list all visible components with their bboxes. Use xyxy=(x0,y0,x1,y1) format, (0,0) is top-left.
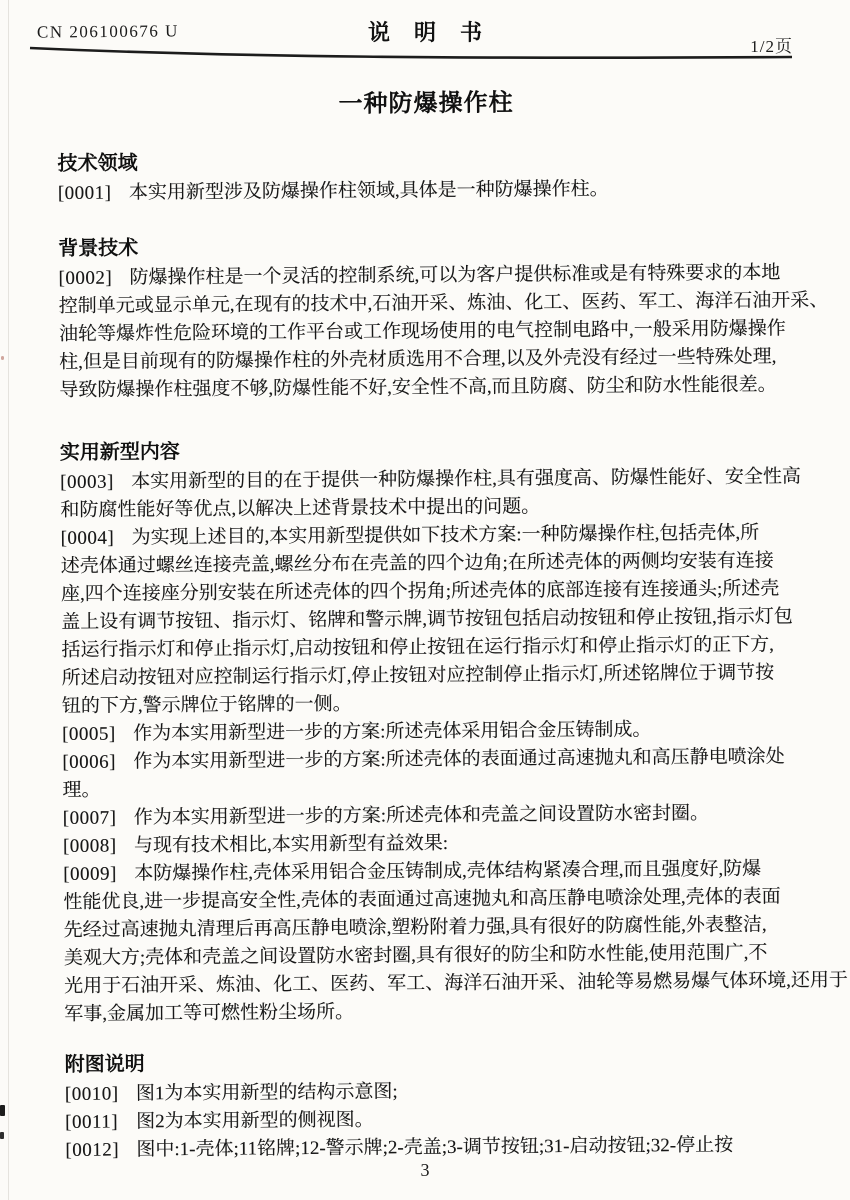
paragraph-text: 理。 xyxy=(62,779,101,801)
section-paragraphs xyxy=(58,174,808,208)
paragraph-text: 图中:1-壳体;11铭牌;12-警示牌;2-壳盖;3-调节按钮;31-启动按钮;32-停止按 xyxy=(136,1134,734,1161)
paragraph-line xyxy=(63,967,848,1001)
paragraph-text: 作为本实用新型进一步的方案:所述壳体和壳盖之间设置防水密封圈。 xyxy=(133,802,710,829)
section-paragraphs xyxy=(65,1075,816,1165)
paragraph-text: 图1为本实用新型的结构示意图; xyxy=(135,1081,398,1105)
section-technical-field xyxy=(57,145,807,208)
page-indicator: 1/2页 xyxy=(750,37,793,56)
paragraph-text: 本实用新型涉及防爆操作柱领域,具体是一种防爆操作柱。 xyxy=(128,178,609,204)
paragraph-text: 图2为本实用新型的侧视图。 xyxy=(136,1109,374,1133)
paragraph-text: 与现有技术相比,本实用新型有益效果: xyxy=(133,832,449,857)
document-type-label: 说明书 xyxy=(367,20,506,45)
paragraph-tag: [0012] xyxy=(65,1139,120,1161)
section-paragraphs xyxy=(58,259,829,405)
section-heading: 实用新型内容 xyxy=(59,441,180,464)
paragraph-tag: [0003] xyxy=(60,471,114,493)
section-heading: 技术领域 xyxy=(57,152,138,175)
paragraph-text: 美观大方;壳体和壳盖之间设置防水密封圈,具有很好的防尘和防水性能,使用范围广,不 xyxy=(63,942,768,969)
paragraph-text: 控制单元或显示单元,在现有的技术中,石油开采、炼油、化工、医药、军工、海洋石油开采、 xyxy=(58,289,829,317)
paragraph xyxy=(62,743,812,805)
paragraph xyxy=(63,799,813,833)
paragraph-text: 钮的下方,警示牌位于铭牌的一侧。 xyxy=(61,693,352,717)
paragraph-tag: [0010] xyxy=(64,1083,119,1105)
section-figure-description xyxy=(65,1046,816,1165)
paragraph-text: 性能优良,进一步提高安全性,壳体的表面通过高速抛丸和高压静电喷涂处理,壳体的表面 xyxy=(63,886,781,913)
paragraph xyxy=(58,174,808,208)
paragraph-tag: [0001] xyxy=(57,182,112,204)
paragraph xyxy=(63,855,848,1029)
paragraph-line xyxy=(60,463,810,497)
paragraph-tag: [0008] xyxy=(62,835,117,857)
paragraph-line xyxy=(63,799,813,833)
scan-edge-mark xyxy=(0,1132,4,1139)
paragraph-text: 先经过高速抛丸清理后再高压静电喷涂,塑粉附着力强,具有很好的防腐性能,外表整洁, xyxy=(63,914,767,941)
paragraph-text: 为实现上述目的,本实用新型提供如下技术方案:一种防爆操作柱,包括壳体,所 xyxy=(131,522,760,549)
scan-edge-mark xyxy=(0,1105,5,1116)
section-utility-model-content xyxy=(59,434,848,1029)
page-number: 3 xyxy=(420,1160,430,1180)
paragraph-line xyxy=(62,743,812,777)
paragraph-tag: [0006] xyxy=(62,751,117,773)
paragraph-text: 柱,但是目前现有的防爆操作柱的外壳材质选用不合理,以及外壳没有经过一些特殊处理, xyxy=(59,346,777,373)
paragraph-tag: [0011] xyxy=(65,1111,119,1133)
paragraph-text: 导致防爆操作柱强度不够,防爆性能不好,安全性不高,而且防腐、防尘和防水性能很差。 xyxy=(59,374,777,401)
paragraph-tag: [0002] xyxy=(58,267,113,289)
paragraph-text: 和防腐性能好等优点,以解决上述背景技术中提出的问题。 xyxy=(60,496,541,521)
paragraph xyxy=(58,259,829,405)
paragraph xyxy=(60,463,810,525)
paragraph-tag: [0007] xyxy=(62,807,117,829)
paragraph-tag: [0005] xyxy=(61,723,116,745)
paragraph-line xyxy=(58,174,808,208)
paragraph-text: 作为本实用新型进一步的方案:所述壳体的表面通过高速抛丸和高压静电喷涂处 xyxy=(133,746,785,773)
section-background-art xyxy=(58,230,829,405)
paragraph-text: 括运行指示灯和停止指示灯,启动按钮和停止按钮在运行指示灯和停止指示灯的正下方, xyxy=(61,634,774,661)
paragraph-line xyxy=(62,659,812,693)
paragraph-text: 本实用新型的目的在于提供一种防爆操作柱,具有强度高、防爆性能好、安全性高 xyxy=(130,466,801,493)
paragraph-text: 座,四个连接座分别安装在所述壳体的四个拐角;所述壳体的底部连接有连接通头;所述壳 xyxy=(60,578,780,605)
paragraph-text: 盖上设有调节按钮、指示灯、铭牌和警示牌,调节按钮包括启动按钮和停止按钮,指示灯包 xyxy=(61,606,793,633)
paragraph-text: 油轮等爆炸性危险环境的工作平台或工作现场使用的电气控制电路中,一般采用防爆操作 xyxy=(58,318,786,345)
paragraph-line xyxy=(64,995,814,1029)
section-heading: 附图说明 xyxy=(64,1053,145,1076)
paragraph-text: 光用于石油开采、炼油、化工、医药、军工、海洋石油开采、油轮等易燃易爆气体环境,还用于 xyxy=(63,969,848,997)
document-number: CN 206100676 U xyxy=(36,21,179,42)
invention-title: 一种防爆操作柱 xyxy=(338,89,514,118)
paragraph-text: 述壳体通过螺丝连接壳盖,螺丝分布在壳盖的四个边角;在所述壳体的两侧均安装有连接 xyxy=(60,550,774,577)
paragraph xyxy=(60,519,812,721)
paragraph-text: 所述启动按钮对应控制运行指示灯,停止按钮对应控制停止指示灯,所述铭牌位于调节按 xyxy=(61,662,775,689)
paragraph-text: 作为本实用新型进一步的方案:所述壳体采用铝合金压铸制成。 xyxy=(132,719,652,745)
section-paragraphs xyxy=(60,463,848,1029)
paragraph-tag: [0009] xyxy=(63,863,117,885)
paragraph-text: 防爆操作柱是一个灵活的控制系统,可以为客户提供标准或是有特殊要求的本地 xyxy=(129,262,781,289)
paragraph-line xyxy=(59,371,809,405)
section-heading: 背景技术 xyxy=(58,237,139,260)
paragraph-tag: [0004] xyxy=(60,527,115,549)
paragraph-text: 本防爆操作柱,壳体采用铝合金压铸制成,壳体结构紧凑合理,而且强度好,防爆 xyxy=(134,858,762,885)
paragraph-text: 军事,金属加工等可燃性粉尘场所。 xyxy=(64,1001,355,1025)
